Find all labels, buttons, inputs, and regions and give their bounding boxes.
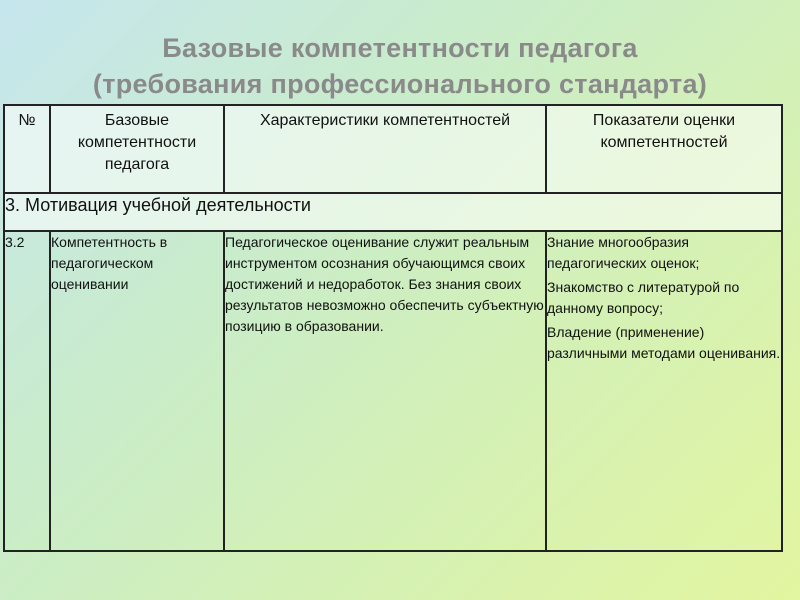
header-competence: Базовые компетентности педагога	[50, 105, 224, 193]
indicator-item: Знакомство с литературой по данному вопросу;	[547, 279, 740, 316]
indicator-item: Владение (применение) различными методами оценивания.	[547, 324, 781, 361]
table-row	[4, 231, 782, 551]
table-header-row	[4, 105, 782, 193]
row-number: 3.2	[4, 231, 50, 551]
section-heading: 3. Мотивация учебной деятельности	[4, 193, 782, 231]
title-line-1: Базовые компетентности педагога	[162, 33, 638, 63]
row-characteristics: Педагогическое оценивание служит реальным инструментом осознания обучающимся своих достижений и недоработок. Без знания своих результатов невозможно обеспечить субъектную позицию в образовании.	[224, 231, 546, 551]
header-number: №	[4, 105, 50, 193]
header-indicators: Показатели оценки компетентностей	[546, 105, 782, 193]
header-characteristics: Характеристики компетентностей	[224, 105, 546, 193]
slide-title	[0, 30, 800, 102]
title-line-2: (требования профессионального стандарта)	[92, 69, 708, 99]
indicator-item: Знание многообразия педагогических оценок;	[547, 234, 700, 271]
competence-table	[3, 104, 783, 552]
row-indicators	[546, 231, 782, 551]
row-competence: Компетентность в педагогическом оценивании	[50, 231, 224, 551]
section-row	[4, 193, 782, 231]
